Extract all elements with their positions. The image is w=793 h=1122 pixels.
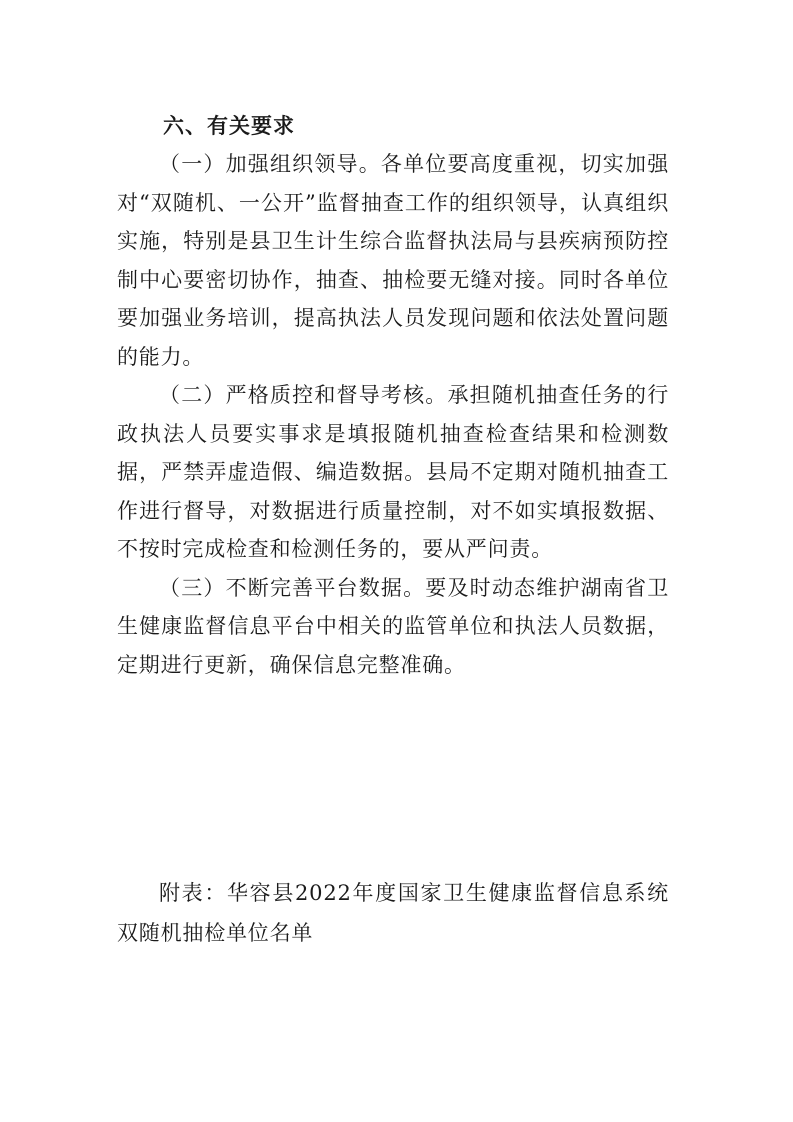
paragraph-organization-leadership: （一）加强组织领导。各单位要高度重视，切实加强对“双随机、一公开”监督抽查工作的组织领导，认真组织实施，特别是县卫生计生综合监督执法局与县疾病预防控制中心要密切协作，抽查、抽检要无缝对接。同时各单位要加强业务培训，提高执法人员发现问题和依法处置问题的能力。 — [117, 152, 669, 369]
requirements-body — [117, 145, 669, 684]
paragraph-quality-control: （二）严格质控和督导考核。承担随机抽查任务的行政执法人员要实事求是填报随机抽查检查结果和检测数据，严禁弄虚造假、编造数据。县局不定期对随机抽查工作进行督导，对数据进行质量控制，对不如实填报数据、不按时完成检查和检测任务的，要从严问责。 — [117, 383, 669, 561]
section-heading: 六、有关要求 — [163, 114, 295, 138]
paragraph-platform-data: （三）不断完善平台数据。要及时动态维护湖南省卫生健康监督信息平台中相关的监管单位和执法人员数据，定期进行更新，确保信息完整准确。 — [117, 575, 669, 677]
annex-note: 附表：华容县2022年度国家卫生健康监督信息系统双随机抽检单位名单 — [117, 881, 669, 945]
